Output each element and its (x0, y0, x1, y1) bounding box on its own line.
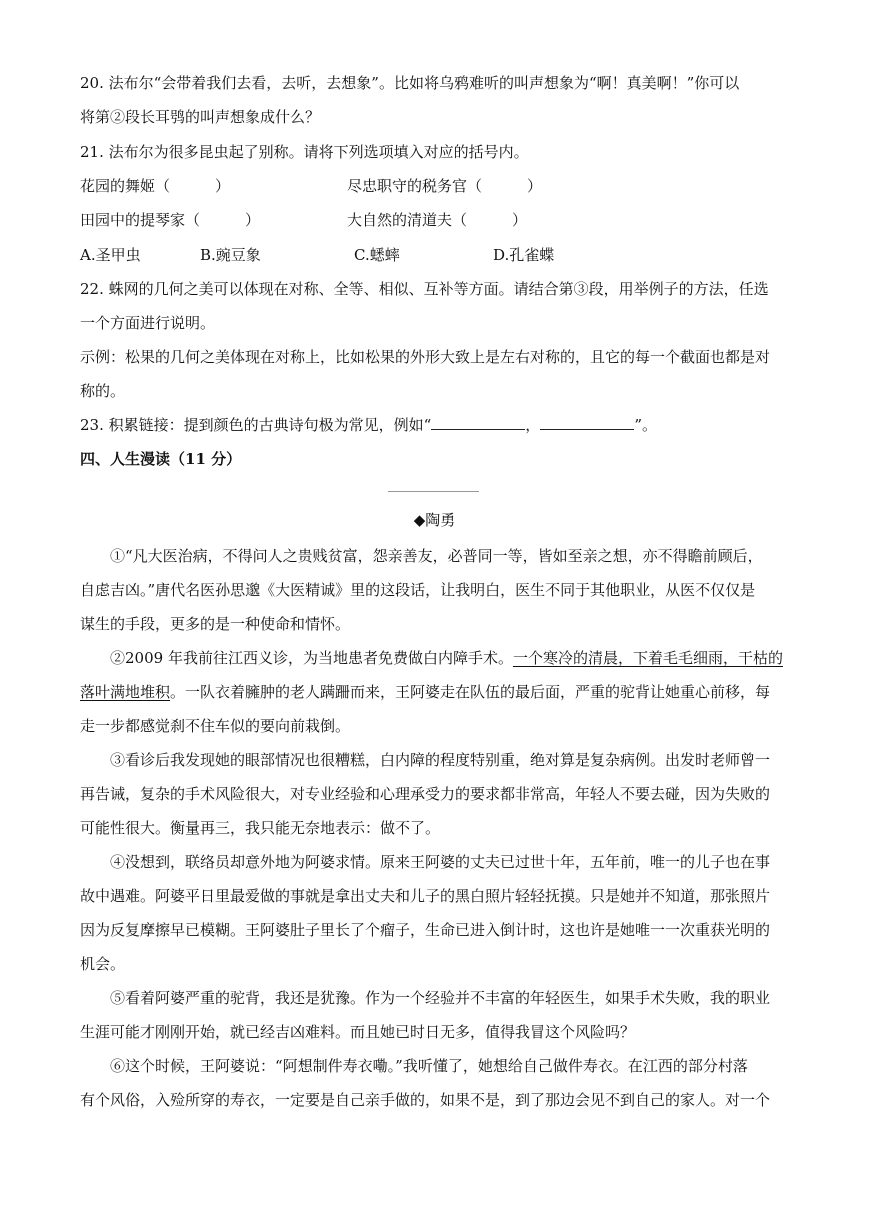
q22-example-line-1: 示例：松果的几何之美体现在对称上，比如松果的外形大致上是左右对称的，且它的每一个截面也都是对 (80, 348, 771, 366)
q21-option-b: B.豌豆象 (200, 246, 261, 264)
q21-option-c: C.蟋蟀 (354, 246, 400, 264)
q21-stem: 21. 法布尔为很多昆虫起了别称。请将下列选项填入对应的括号内。 (80, 143, 529, 161)
passage-p4-line-2: 故中遇难。阿婆平日里最爱做的事就是拿出丈夫和儿子的黑白照片轻轻抚摸。只是她并不知道，那张照片 (80, 887, 771, 905)
passage-p1-line-3: 谋生的手段，更多的是一种使命和情怀。 (80, 615, 351, 633)
passage-p3-line-2: 再告诫，复杂的手术风险很大，对专业经验和心理承受力的要求都非常高，年轻人不要去碰，因为失败的 (80, 785, 771, 803)
q21-pair-2: 尽忠职守的税务官（ ） (347, 177, 543, 195)
passage-p2-line-1 (110, 648, 792, 668)
passage-p5-line-1: ⑤看着阿婆严重的驼背，我还是犹豫。作为一个经验并不丰富的年轻医生，如果手术失败，我的职业 (110, 989, 771, 1007)
author-line: ◆陶勇 (413, 511, 456, 529)
q23-blank-1[interactable] (431, 415, 525, 430)
passage-p3-line-3: 可能性很大。衡量再三，我只能无奈地表示：做不了。 (80, 819, 441, 837)
q22-line-1: 22. 蛛网的几何之美可以体现在对称、全等、相似、互补等方面。请结合第③段，用举例子的方法，任选 (80, 280, 769, 298)
q20-line-1: 20. 法布尔“会带着我们去看，去听，去想象”。比如将乌鸦难听的叫声想象为“啊！真美啊！”你可以 (80, 74, 740, 92)
title-placeholder-rule (388, 491, 479, 492)
passage-p4-line-3: 因为反复摩擦早已模糊。王阿婆肚子里长了个瘤子，生命已进入倒计时，这也许是她唯一一次重获光明的 (80, 921, 771, 939)
passage-p2-line-2 (80, 682, 792, 702)
q23-line (80, 415, 792, 435)
q23-blank-2[interactable] (540, 415, 634, 430)
q23-comma: ， (525, 416, 541, 434)
q22-example-line-2: 称的。 (80, 382, 126, 400)
q21-pair-4: 大自然的清道夫（ ） (347, 211, 528, 229)
passage-p1-line-1: ①“凡大医治病，不得问人之贵贱贫富，怨亲善友，必普同一等，皆如至亲之想，亦不得瞻前顾后， (110, 547, 763, 565)
passage-p4-line-4: 机会。 (80, 955, 126, 973)
passage-p2-text-a: ②2009 年我前往江西义诊，为当地患者免费做白内障手术。 (110, 649, 513, 667)
q21-pair-1: 花园的舞姬（ ） (80, 177, 231, 195)
q23-prefix: 23. 积累链接：提到颜色的古典诗句极为常见，例如“ (80, 416, 432, 434)
passage-p2-line-3: 走一步都感觉刹不住车似的要向前栽倒。 (80, 717, 351, 735)
passage-p6-line-2: 有个风俗，入殓所穿的寿衣，一定要是自己亲手做的，如果不是，到了那边会见不到自己的家人。对一个 (80, 1091, 771, 1109)
q21-option-d: D.孔雀蝶 (493, 246, 555, 264)
passage-p4-line-1: ④没想到，联络员却意外地为阿婆求情。原来王阿婆的丈夫已过世十年，五年前，唯一的儿子也在事 (110, 853, 771, 871)
q21-pair-3: 田园中的提琴家（ ） (80, 211, 261, 229)
passage-p2-underlined-b: 落叶满地堆积 (80, 683, 171, 701)
passage-p5-line-2: 生涯可能才刚刚开始，就已经吉凶难料。而且她已时日无多，值得我冒这个风险吗？ (80, 1023, 636, 1041)
passage-p2-text-b: 。一队衣着臃肿的老人蹒跚而来，王阿婆走在队伍的最后面，严重的驼背让她重心前移，每 (170, 683, 771, 701)
q21-option-a: A.圣甲虫 (80, 246, 141, 264)
section-4-heading: 四、人生漫读（11 分） (80, 450, 242, 468)
passage-p1-line-2: 自虑吉凶。”唐代名医孙思邈《大医精诚》里的这段话，让我明白，医生不同于其他职业，从医不仅仅是 (80, 581, 756, 599)
q20-line-2: 将第②段长耳鸮的叫声想象成什么？ (80, 108, 321, 126)
q23-suffix: ”。 (634, 416, 657, 434)
passage-p2-underlined-a: 一个寒冷的清晨，下着毛毛细雨，干枯的 (512, 649, 783, 667)
passage-p3-line-1: ③看诊后我发现她的眼部情况也很糟糕，白内障的程度特别重，绝对算是复杂病例。出发时老师曾一 (110, 751, 771, 769)
q22-line-2: 一个方面进行说明。 (80, 314, 216, 332)
passage-p6-line-1: ⑥这个时候，王阿婆说：“阿想制件寿衣嘞。”我听懂了，她想给自己做件寿衣。在江西的部分村落 (110, 1057, 748, 1075)
